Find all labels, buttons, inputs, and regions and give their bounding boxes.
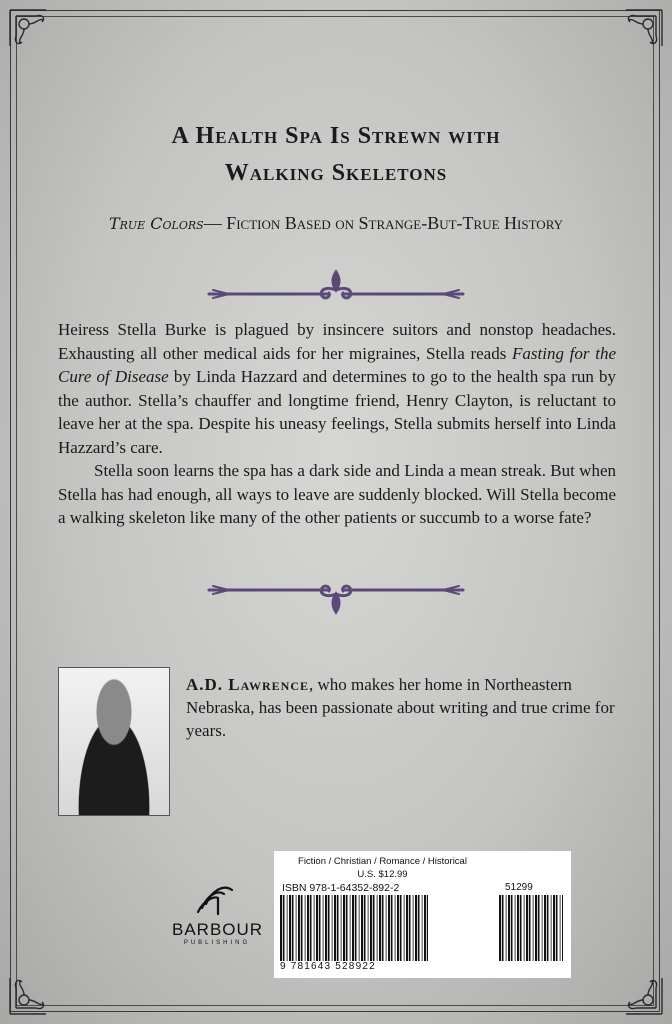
barcode-stripe <box>547 895 549 961</box>
barcode-stripe <box>533 895 534 961</box>
barcode-stripe <box>427 895 428 961</box>
barcode-stripe <box>562 895 563 961</box>
barcode-stripe <box>520 895 522 961</box>
barcode-bars <box>280 895 428 961</box>
barcode-stripe <box>298 895 300 961</box>
author-name: A.D. Lawrence <box>186 675 309 694</box>
barcode-stripe <box>524 895 525 961</box>
bisac-category: Fiction / Christian / Romance / Historical <box>298 856 467 867</box>
barcode-stripe <box>364 895 366 961</box>
barcode-stripe <box>337 895 339 961</box>
barcode-stripe <box>377 895 378 961</box>
barcode-stripe <box>499 895 501 961</box>
barcode-stripe <box>415 895 417 961</box>
barcode-stripe <box>517 895 519 961</box>
author-bio <box>186 673 618 742</box>
barcode-stripe <box>553 895 555 961</box>
ornamental-divider-icon <box>205 578 467 618</box>
barcode-stripe <box>328 895 330 961</box>
publisher-subtitle: PUBLISHING <box>183 940 251 946</box>
barcode-stripe <box>296 895 297 961</box>
barcode-stripe <box>301 895 303 961</box>
barcode-stripe <box>359 895 360 961</box>
barcode-stripe <box>323 895 324 961</box>
barcode-stripe <box>316 895 318 961</box>
isbn-barcode <box>274 851 491 978</box>
author-bio-text: , who makes her home in Northeastern Nebraska, has been passionate about writing and true crime for years. <box>186 675 615 740</box>
corner-ornament-icon <box>610 6 666 62</box>
barcode-stripe <box>542 895 543 961</box>
barcode-stripe <box>544 895 546 961</box>
barcode-stripe <box>334 895 336 961</box>
barcode-stripe <box>289 895 291 961</box>
barcode-stripe <box>551 895 552 961</box>
barcode-stripe <box>422 895 423 961</box>
barcode-stripe <box>391 895 393 961</box>
corner-ornament-icon <box>610 962 666 1018</box>
barcode-stripe <box>382 895 384 961</box>
barcode-stripe <box>346 895 348 961</box>
barcode-stripe <box>388 895 390 961</box>
series-name: True Colors <box>108 214 204 233</box>
barcode-stripe <box>287 895 288 961</box>
barcode-stripe <box>386 895 387 961</box>
barcode-stripe <box>319 895 321 961</box>
barcode-stripe <box>508 895 510 961</box>
barcode-stripe <box>379 895 381 961</box>
barcode-stripe <box>341 895 342 961</box>
book-description <box>58 318 616 530</box>
barcode-stripe <box>355 895 357 961</box>
barcode-stripe <box>560 895 561 961</box>
author-photo <box>58 667 170 816</box>
barcode-stripe <box>526 895 528 961</box>
price-barcode <box>491 851 571 978</box>
barcode-stripe <box>406 895 408 961</box>
publisher-logo <box>172 882 262 946</box>
barcode-stripe <box>368 895 369 961</box>
barcode-stripe <box>529 895 531 961</box>
barcode-stripe <box>556 895 558 961</box>
barcode-stripe <box>305 895 306 961</box>
barcode-stripe <box>397 895 399 961</box>
barcode-stripe <box>292 895 294 961</box>
barcode-stripe <box>332 895 333 961</box>
barcode-stripe <box>535 895 537 961</box>
headline-line-2: Walking Skeletons <box>224 160 448 186</box>
barcode-stripe <box>373 895 375 961</box>
description-paragraph-1 <box>58 318 616 459</box>
barcode-stripe <box>502 895 504 961</box>
barcode-stripe <box>511 895 513 961</box>
barcode-stripe <box>325 895 327 961</box>
description-paragraph-2: Stella soon learns the spa has a dark side and Linda a mean streak. But when Stella has had enough, all ways to leave are suddenly blocked. Will Stella become a walking skeleton like many of the other patients or succumb to a worse fate? <box>58 461 616 527</box>
barcode-stripe <box>350 895 351 961</box>
open-book-icon <box>192 882 242 916</box>
series-tagline: — Fiction Based on Strange-But-True History <box>203 213 564 233</box>
barcode-stripe <box>400 895 402 961</box>
barcode-stripe <box>352 895 354 961</box>
isbn-number: ISBN 978-1-64352-892-2 <box>282 882 400 894</box>
retail-price: U.S. $12.99 <box>357 869 408 880</box>
barcode-stripe <box>409 895 411 961</box>
barcode-stripe <box>404 895 405 961</box>
price-barcode-bars <box>499 895 563 961</box>
headline-line-1: A Health Spa Is Strewn with <box>171 123 501 149</box>
description-text: Heiress Stella Burke is plagued by insincere suitors and nonstop headaches. Exhausting all other medical aids for her migraines, Stella reads <box>58 320 616 363</box>
barcode-stripe <box>370 895 372 961</box>
barcode-digits: 9 781643 528922 <box>280 961 376 972</box>
description-text: by Linda Hazzard and determines to go to the health spa run by the author. Stella’s chauffer and longtime friend, Henry Clayton, is reluctant to leave her at the spa. Despite his uneasy feelings, Stella submits herself into Linda Hazzard’s care. <box>58 367 616 457</box>
barcode-stripe <box>515 895 516 961</box>
barcode-stripe <box>280 895 282 961</box>
series-line <box>40 213 632 234</box>
barcode-stripe <box>413 895 414 961</box>
barcode-stripe <box>343 895 345 961</box>
ornamental-divider-icon <box>205 266 467 306</box>
price-code: 51299 <box>505 882 533 893</box>
corner-ornament-icon <box>6 962 62 1018</box>
barcode-stripe <box>361 895 363 961</box>
headline <box>40 118 632 192</box>
barcode-stripe <box>538 895 540 961</box>
barcode-stripe <box>506 895 507 961</box>
barcode-stripe <box>310 895 312 961</box>
book-title-reference: Fasting for the Cure of Disease <box>58 343 616 386</box>
barcode-stripe <box>307 895 309 961</box>
barcode-stripe <box>424 895 426 961</box>
publisher-name: BARBOUR <box>172 920 264 939</box>
barcode-stripe <box>418 895 420 961</box>
barcode-stripe <box>283 895 285 961</box>
barcode-stripe <box>314 895 315 961</box>
barcode-stripe <box>395 895 396 961</box>
corner-ornament-icon <box>6 6 62 62</box>
